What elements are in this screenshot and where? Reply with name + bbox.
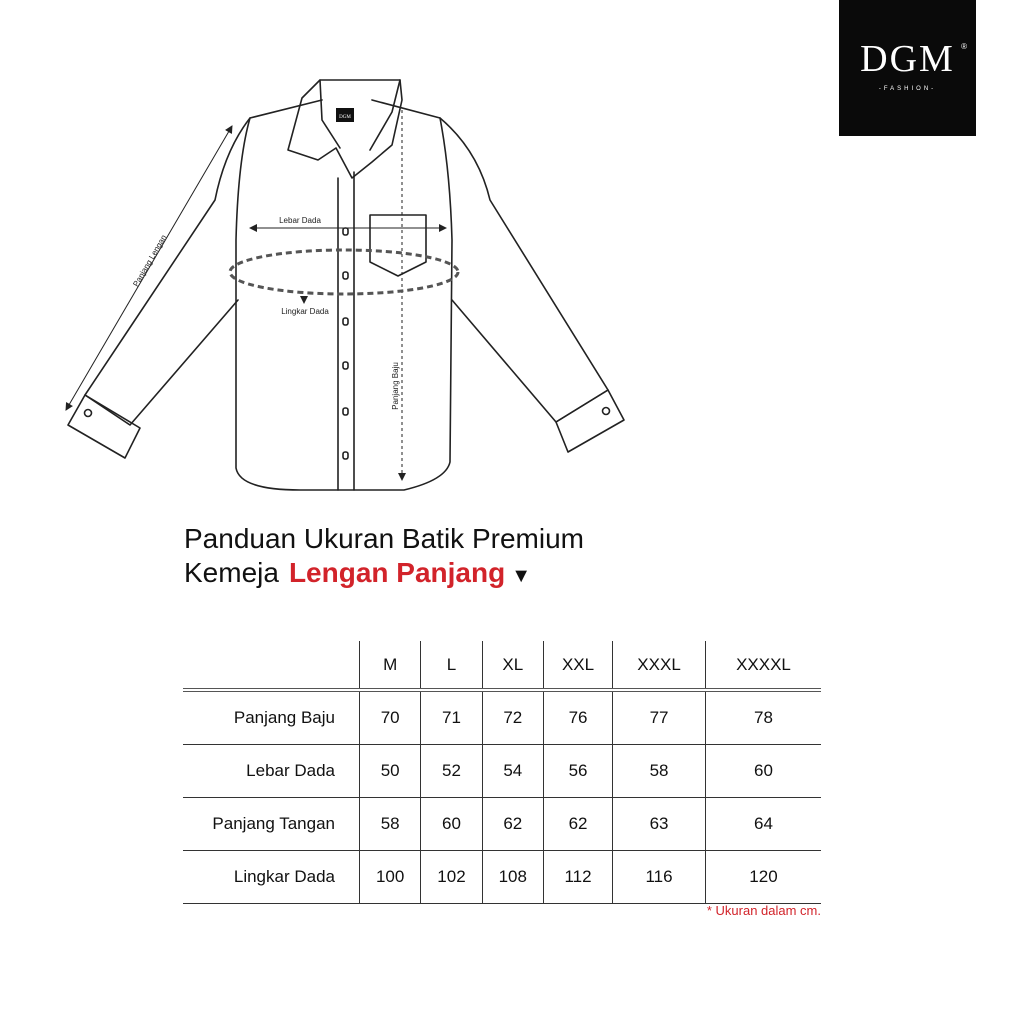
table-cell: 60 (705, 745, 821, 798)
title-line-2 (184, 556, 584, 593)
right-sleeve-outline (440, 118, 608, 422)
chest-pocket (370, 215, 426, 276)
collar-tag-label: DGM (339, 115, 351, 120)
table-cell: 58 (360, 798, 421, 851)
chest-width-label: Lebar Dada (279, 216, 321, 225)
left-sleeve-outline (85, 118, 250, 425)
size-table (183, 641, 821, 904)
table-cell: 70 (360, 690, 421, 745)
table-cell: 52 (421, 745, 482, 798)
row-label: Panjang Baju (183, 690, 360, 745)
header-cell (183, 641, 360, 690)
table-cell: 54 (482, 745, 543, 798)
table-cell: 108 (482, 851, 543, 904)
header-cell: L (421, 641, 482, 690)
unit-note: * Ukuran dalam cm. (706, 903, 821, 918)
header-cell: XL (482, 641, 543, 690)
header-cell: XXL (543, 641, 612, 690)
table-cell: 50 (360, 745, 421, 798)
table-cell: 72 (482, 690, 543, 745)
table-row (183, 745, 821, 798)
right-cuff-outline (556, 390, 624, 452)
table-cell: 120 (705, 851, 821, 904)
table-cell: 76 (543, 690, 612, 745)
size-table-header (183, 641, 821, 690)
table-cell: 71 (421, 690, 482, 745)
table-cell: 77 (613, 690, 706, 745)
body-length-label: Panjang Baju (391, 362, 400, 410)
table-cell: 78 (705, 690, 821, 745)
title-arrow: ▼ (511, 565, 531, 587)
table-cell: 62 (543, 798, 612, 851)
registered-mark: ® (961, 42, 967, 51)
table-row (183, 798, 821, 851)
sleeve-length-label: Panjang Lengan (131, 233, 169, 289)
shirt-buttons (343, 228, 348, 459)
table-cell: 64 (705, 798, 821, 851)
title-accent: Lengan Panjang (288, 557, 506, 588)
table-cell: 62 (482, 798, 543, 851)
table-cell: 58 (613, 745, 706, 798)
row-label: Panjang Tangan (183, 798, 360, 851)
table-cell: 100 (360, 851, 421, 904)
collar-outline (288, 80, 402, 178)
title-line-1: Panduan Ukuran Batik Premium (184, 523, 584, 554)
placket-outline (338, 172, 354, 490)
table-cell: 116 (613, 851, 706, 904)
table-row (183, 690, 821, 745)
table-cell: 60 (421, 798, 482, 851)
left-cuff-outline (68, 395, 140, 458)
header-cell: M (360, 641, 421, 690)
header-cell: XXXXL (705, 641, 821, 690)
table-cell: 102 (421, 851, 482, 904)
title-prefix: Kemeja (184, 557, 279, 588)
table-cell: 56 (543, 745, 612, 798)
row-label: Lingkar Dada (183, 851, 360, 904)
header-cell: XXXL (613, 641, 706, 690)
brand-name: DGM (860, 38, 955, 80)
chest-circumference-label: Lingkar Dada (281, 307, 329, 316)
table-cell: 63 (613, 798, 706, 851)
page-title (184, 522, 584, 593)
brand-tagline: -FASHION- (878, 86, 937, 92)
table-cell: 112 (543, 851, 612, 904)
row-label: Lebar Dada (183, 745, 360, 798)
table-row (183, 851, 821, 904)
shirt-body-outline (236, 100, 452, 490)
